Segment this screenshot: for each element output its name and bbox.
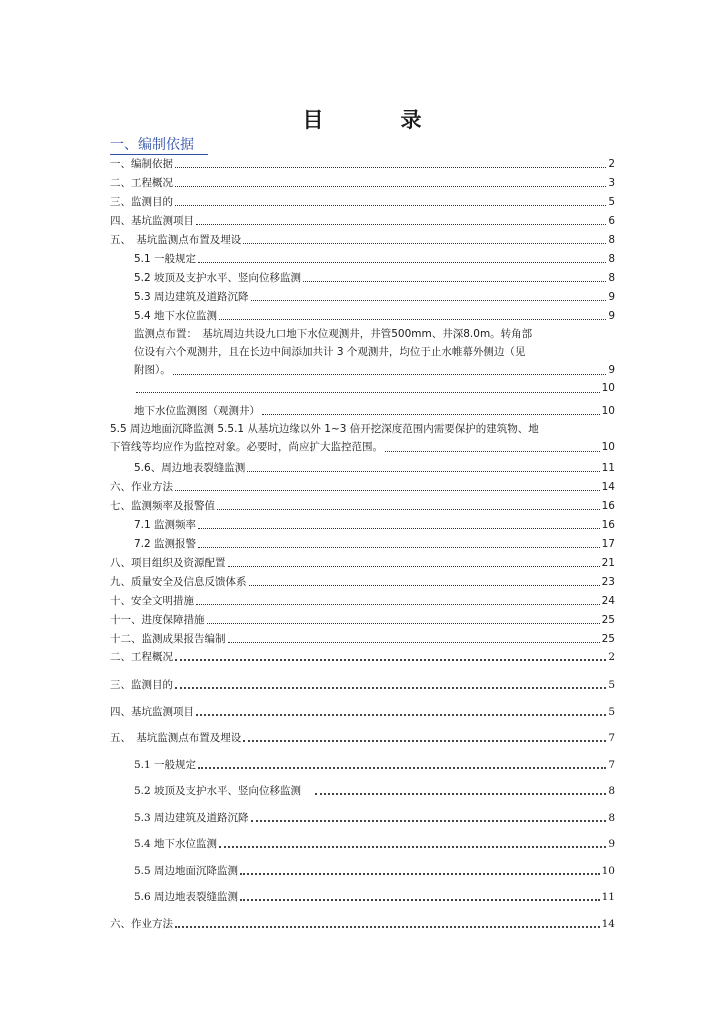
toc-leader — [240, 873, 600, 875]
toc-entry[interactable] — [134, 252, 615, 266]
toc-page: 8 — [608, 785, 615, 797]
toc-label: 7.1 监测频率 — [134, 519, 197, 531]
toc-page: 7 — [608, 732, 615, 744]
toc-label: 十、安全文明措施 — [110, 595, 194, 607]
toc-entry[interactable] — [110, 157, 615, 171]
toc-leader — [251, 820, 607, 822]
toc-label: 九、质量安全及信息反馈体系 — [110, 576, 247, 588]
paragraph-line: 监测点布置： 基坑周边共设九口地下水位观测井，井管500mm、井深8.0m。转角部 — [134, 328, 533, 340]
toc-leader — [196, 604, 600, 605]
toc-entry[interactable] — [110, 233, 615, 247]
toc-leader — [240, 899, 600, 901]
paragraph-line: 5.5 周边地面沉降监测 5.5.1 从基坑边缘以外 1~3 倍开挖深度范围内需要保护的建筑物、地 — [110, 423, 539, 435]
toc-label: 7.2 监测报警 — [134, 538, 197, 550]
toc-label: 二、工程概况 — [110, 651, 173, 663]
toc-leader — [175, 490, 600, 491]
toc-label: 5.2 坡顶及支护水平、竖向位移监测 — [134, 272, 302, 284]
toc-label: 5.6、周边地表裂缝监测 — [134, 462, 246, 474]
toc-leader — [175, 926, 600, 928]
toc-entry[interactable] — [110, 594, 615, 608]
toc-leader — [228, 566, 600, 567]
toc-entry[interactable] — [134, 271, 615, 285]
toc-page: 5 — [608, 706, 615, 718]
toc-page: 23 — [601, 576, 615, 588]
toc-leader — [243, 243, 606, 244]
toc-leader — [385, 451, 600, 452]
toc-entry[interactable] — [134, 518, 615, 532]
toc-page: 17 — [601, 538, 615, 550]
toc-entry[interactable] — [134, 811, 615, 825]
toc-page: 10 — [601, 405, 615, 417]
toc-page: 14 — [601, 918, 615, 930]
toc-page: 8 — [608, 272, 615, 284]
toc-leader — [175, 186, 606, 187]
toc-label: 一、编制依据 — [110, 158, 173, 170]
toc-label: 5.6 周边地表裂缝监测 — [134, 891, 239, 903]
toc-leader — [262, 414, 600, 415]
toc-entry[interactable] — [134, 784, 615, 798]
toc-page: 8 — [608, 253, 615, 265]
toc-label: 五、 基坑监测点布置及埋设 — [110, 732, 242, 744]
toc-leader — [219, 846, 606, 848]
toc-page: 25 — [601, 633, 615, 645]
toc-leader — [175, 167, 606, 168]
toc-leader — [198, 547, 600, 548]
toc-leader — [249, 585, 600, 586]
toc-label: 三、监测目的 — [110, 679, 173, 691]
toc-label: 5.4 地下水位监测 — [134, 838, 218, 850]
toc-entry[interactable] — [110, 917, 615, 931]
toc-label: 二、工程概况 — [110, 177, 173, 189]
toc-leader — [175, 687, 606, 689]
toc-entry[interactable] — [110, 650, 615, 664]
toc-paragraph-entry[interactable] — [110, 420, 615, 456]
toc-label: 四、基坑监测项目 — [110, 706, 194, 718]
toc-entry[interactable] — [110, 678, 615, 692]
toc-page: 10 — [601, 865, 615, 877]
toc-page: 2 — [608, 158, 615, 170]
toc-page: 5 — [608, 196, 615, 208]
toc-label: 5.3 周边建筑及道路沉降 — [134, 291, 249, 303]
toc-page: 8 — [608, 812, 615, 824]
toc-page: 9 — [608, 291, 615, 303]
toc-page: 9 — [608, 310, 615, 322]
toc-entry[interactable] — [110, 705, 615, 719]
toc-leader — [219, 319, 606, 320]
toc-label: 5.5 周边地面沉降监测 — [134, 865, 239, 877]
toc-label: 七、监测频率及报警值 — [110, 500, 215, 512]
toc-label: 八、项目组织及资源配置 — [110, 557, 226, 569]
toc-page: 6 — [608, 215, 615, 227]
paragraph-line: 附图）。 — [134, 364, 171, 376]
toc-entry[interactable] — [110, 556, 615, 570]
toc-leader — [196, 714, 606, 716]
toc-label: 三、监测目的 — [110, 196, 173, 208]
toc-leader — [175, 659, 606, 661]
toc-leader — [315, 793, 606, 795]
toc-entry[interactable] — [110, 613, 615, 627]
toc-label: 5.1 一般规定 — [134, 759, 197, 771]
toc-entry[interactable] — [134, 404, 615, 418]
toc-leader — [198, 262, 606, 263]
toc-leader — [207, 623, 600, 624]
toc-entry[interactable] — [110, 176, 615, 190]
toc-leader — [198, 767, 606, 769]
paragraph-line: 位设有六个观测井，且在长边中间添加共计 3 个观测井，均位于止水帷幕外侧边（见 — [134, 346, 526, 358]
toc-page: 11 — [601, 891, 615, 903]
toc-page: 16 — [601, 500, 615, 512]
toc-page: 24 — [601, 595, 615, 607]
toc-label: 十一、进度保障措施 — [110, 614, 205, 626]
toc-page: 9 — [608, 838, 615, 850]
toc-page: 5 — [608, 679, 615, 691]
toc-leader — [217, 509, 600, 510]
page-title: 目 录 — [302, 108, 450, 132]
toc-page: 14 — [601, 481, 615, 493]
toc-page: 3 — [608, 177, 615, 189]
toc-entry[interactable] — [110, 731, 615, 745]
toc-label: 五、 基坑监测点布置及埋设 — [110, 234, 242, 246]
toc-leader — [228, 642, 600, 643]
toc-page: 25 — [601, 614, 615, 626]
toc-label: 5.2 坡顶及支护水平、竖向位移监测 — [134, 785, 302, 797]
toc-entry[interactable] — [134, 309, 615, 323]
toc-entry[interactable] — [134, 461, 615, 475]
toc-leader — [136, 392, 600, 393]
toc-entry[interactable] — [110, 499, 615, 513]
toc-entry[interactable] — [110, 195, 615, 209]
toc-label: 十二、监测成果报告编制 — [110, 633, 226, 645]
toc-leader — [175, 205, 606, 206]
toc-leader — [198, 528, 600, 529]
toc-leader — [247, 471, 599, 472]
toc-label: 六、作业方法 — [110, 481, 173, 493]
toc-paragraph-entry[interactable] — [134, 325, 615, 397]
toc-page: 16 — [601, 519, 615, 531]
toc-page: 7 — [608, 759, 615, 771]
toc-entry[interactable] — [134, 864, 615, 878]
toc-entry[interactable] — [110, 480, 615, 494]
toc-page: 10 — [601, 441, 615, 453]
toc-label: 5.3 周边建筑及道路沉降 — [134, 812, 249, 824]
toc-entry[interactable] — [134, 837, 615, 851]
toc-page: 2 — [608, 651, 615, 663]
toc-page: 10 — [601, 382, 615, 394]
toc-page: 9 — [608, 364, 615, 376]
toc-leader — [243, 740, 606, 742]
toc-page: 8 — [608, 234, 615, 246]
toc-entry[interactable] — [134, 537, 615, 551]
toc-label: 六、作业方法 — [110, 918, 173, 930]
paragraph-line: 下管线等均应作为监控对象。必要时，尚应扩大监控范围。 — [110, 441, 383, 453]
toc-entry[interactable] — [134, 890, 615, 904]
toc-entry[interactable] — [110, 575, 615, 589]
toc-label: 四、基坑监测项目 — [110, 215, 194, 227]
toc-entry[interactable] — [134, 290, 615, 304]
toc-entry[interactable] — [110, 214, 615, 228]
toc-entry[interactable] — [134, 758, 615, 772]
toc-leader — [196, 224, 606, 225]
toc-leader — [251, 300, 607, 301]
toc-entry[interactable] — [110, 632, 615, 646]
toc-leader — [303, 281, 606, 282]
toc-page: 21 — [601, 557, 615, 569]
toc-leader — [173, 374, 607, 375]
toc-label: 5.1 一般规定 — [134, 253, 197, 265]
toc-label: 地下水位监测图（观测井） — [134, 405, 260, 417]
toc-page: 11 — [601, 462, 615, 474]
toc-label: 5.4 地下水位监测 — [134, 310, 218, 322]
section-heading: 一、编制依据 — [110, 136, 208, 155]
